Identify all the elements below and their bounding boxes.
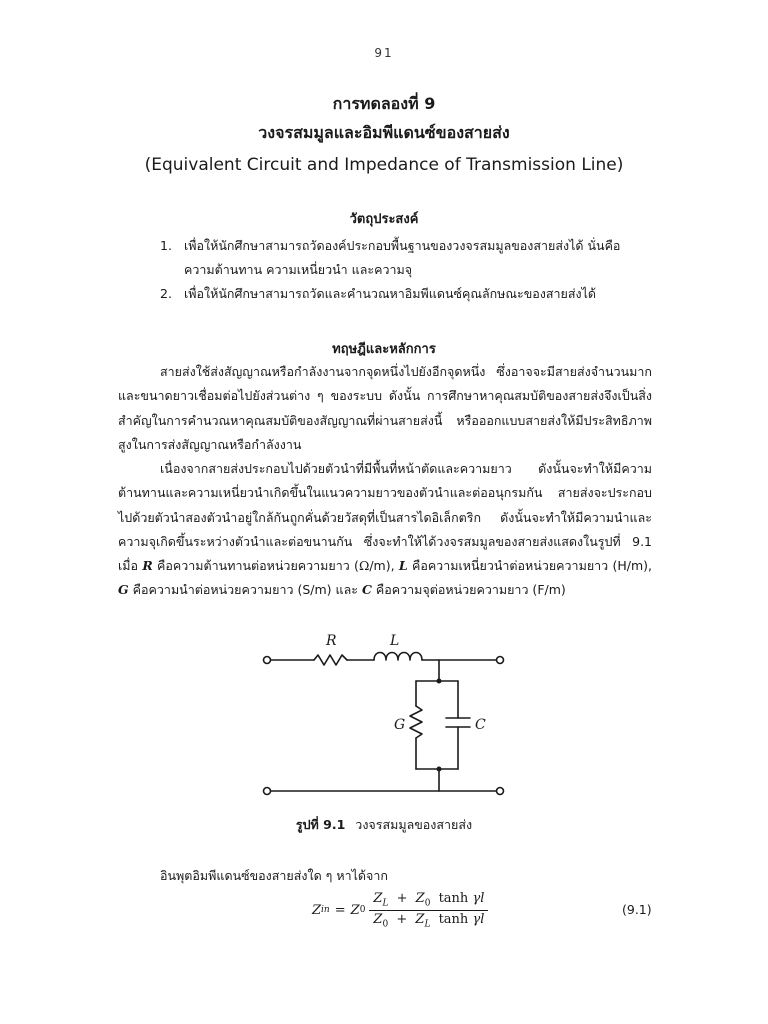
title-english: (Equivalent Circuit and Impedance of Transmission Line) — [144, 155, 624, 175]
equation-number: (9.1) — [622, 902, 652, 917]
symbol-l: L — [398, 558, 408, 574]
z0-main: Z — [350, 902, 360, 918]
paragraph-text: /m), — [369, 558, 395, 574]
inductor-l-symbol — [374, 653, 422, 661]
numerator-zl-sub: L — [382, 898, 389, 909]
label-c: C — [475, 717, 486, 733]
objective-item — [160, 234, 652, 282]
plus-sign: + — [396, 911, 408, 927]
paragraph-text: สายส่งใช้ส่งสัญญาณหรือกำลังงานจากจุดหนึ่งไปยังอีกจุดหนึ่ง ซึ่งอาจจะมีสายส่งจำนวนมากและขนาดยาวเชื่อมต่อไปยังส่วนต่าง ๆ ของระบบ ดังนั้น การศึกษาหาคุณสมบัติของสายส่งจึงเป็นสิ่งสำคัญในการคำนวณหาคุณสมบัติของสัญญาณที่ผ่านสายส่งนี้ หรือออกแบบสายส่งให้มีประสิทธิภาพสูงในการส่งสัญญาณหรือกำลังงาน — [118, 364, 652, 452]
denominator-z0-main: Z — [373, 911, 383, 927]
equation-intro: อินพุตอิมพีแดนซ์ของสายส่งใด ๆ หาได้จาก — [160, 868, 388, 883]
conductance-g-symbol — [410, 706, 422, 738]
objective-number: 1. — [160, 238, 172, 253]
label-r: R — [326, 633, 337, 649]
tanh-function: tanh — [438, 890, 469, 906]
figure-number: รูปที่ 9.1 — [295, 817, 346, 832]
theory-heading: ทฤษฎีและหลักการ — [332, 342, 436, 357]
label-g: G — [394, 717, 406, 733]
z0-sub: 0 — [359, 905, 366, 915]
equals-sign: = — [334, 902, 346, 918]
objective-text: เพื่อให้นักศึกษาสามารถวัดองค์ประกอบพื้นฐานของวงจรสมมูลของสายส่งได้ นั่นคือ ความต้านทาน ความเหนี่ยวนำ และความจุ — [184, 238, 621, 277]
theory-paragraph-2 — [118, 457, 652, 603]
equivalent-circuit-diagram — [252, 628, 512, 804]
title-thai: วงจรสมมูลและอิมพีแดนซ์ของสายส่ง — [258, 123, 510, 142]
label-l: L — [390, 633, 400, 649]
experiment-number: การทดลองที่ 9 — [332, 94, 436, 113]
numerator-z0-sub: 0 — [424, 898, 431, 909]
paragraph-text: คือความจุต่อหน่วยความยาว (F/m) — [375, 582, 566, 598]
z-in-sub: in — [321, 905, 330, 915]
symbol-c: C — [361, 582, 372, 598]
page-number: 91 — [374, 46, 394, 60]
plus-sign: + — [396, 890, 408, 906]
ohm-symbol: Ω — [358, 558, 370, 574]
objectives-heading: วัตถุประสงค์ — [349, 212, 419, 227]
terminal-node — [497, 657, 504, 664]
terminal-node — [497, 788, 504, 795]
denominator-zl-main: Z — [415, 911, 425, 927]
junction-dot — [437, 679, 442, 684]
terminal-node — [264, 788, 271, 795]
figure-caption-text: วงจรสมมูลของสายส่ง — [355, 817, 473, 832]
z-in-main: Z — [312, 902, 322, 918]
objectives-list — [160, 234, 652, 306]
terminal-node — [264, 657, 271, 664]
numerator-zl-main: Z — [373, 890, 383, 906]
impedance-fraction — [369, 891, 488, 929]
tanh-function: tanh — [438, 911, 469, 927]
input-impedance-equation — [312, 886, 488, 934]
fraction-denominator — [369, 911, 488, 930]
numerator-z0-main: Z — [415, 890, 425, 906]
objective-text: เพื่อให้นักศึกษาสามารถวัดและคำนวณหาอิมพีแดนซ์คุณลักษณะของสายส่งได้ — [184, 286, 596, 301]
objective-number: 2. — [160, 286, 172, 301]
denominator-z0-sub: 0 — [382, 919, 389, 930]
resistor-r-symbol — [314, 655, 347, 665]
paragraph-text: คือความนำต่อหน่วยความยาว (S/m) และ — [132, 582, 358, 598]
theory-paragraph-1 — [118, 360, 652, 457]
paragraph-text: คือความเหนี่ยวนำต่อหน่วยความยาว (H/m), — [411, 558, 652, 574]
junction-dot — [437, 767, 442, 772]
paragraph-text: เนื่องจากสายส่งประกอบไปด้วยตัวนำที่มีพื้นที่หน้าตัดและความยาว ดังนั้นจะทำให้มีความต้านทานและความเหนี่ยวนำเกิดขึ้นในแนวความยาวของตัวนำและต่ออนุกรมกัน สายส่งจะประกอบไปด้วยตัวนำสองตัวนำอยู่ใกล้กันถูกคั่นด้วยวัสดุที่เป็นสารไดอิเล็กตริก ดังนั้นจะทำให้มีความนำและความจุเกิดขึ้นระหว่างตัวนำและต่อขนานกัน ซึ่งจะทำให้ได้วงจรสมมูลของสายส่งแสดงในรูปที่ 9.1 เมื่อ — [118, 461, 652, 574]
symbol-r: R — [142, 558, 153, 574]
fraction-numerator — [369, 891, 488, 911]
gamma-l: γl — [472, 890, 485, 906]
gamma-l: γl — [472, 911, 485, 927]
paragraph-text: คือความต้านทานต่อหน่วยความยาว ( — [157, 558, 359, 574]
title-block — [0, 90, 768, 180]
objective-item — [160, 282, 652, 306]
symbol-g: G — [118, 582, 129, 598]
figure-caption — [0, 815, 768, 835]
denominator-zl-sub: L — [424, 919, 431, 930]
